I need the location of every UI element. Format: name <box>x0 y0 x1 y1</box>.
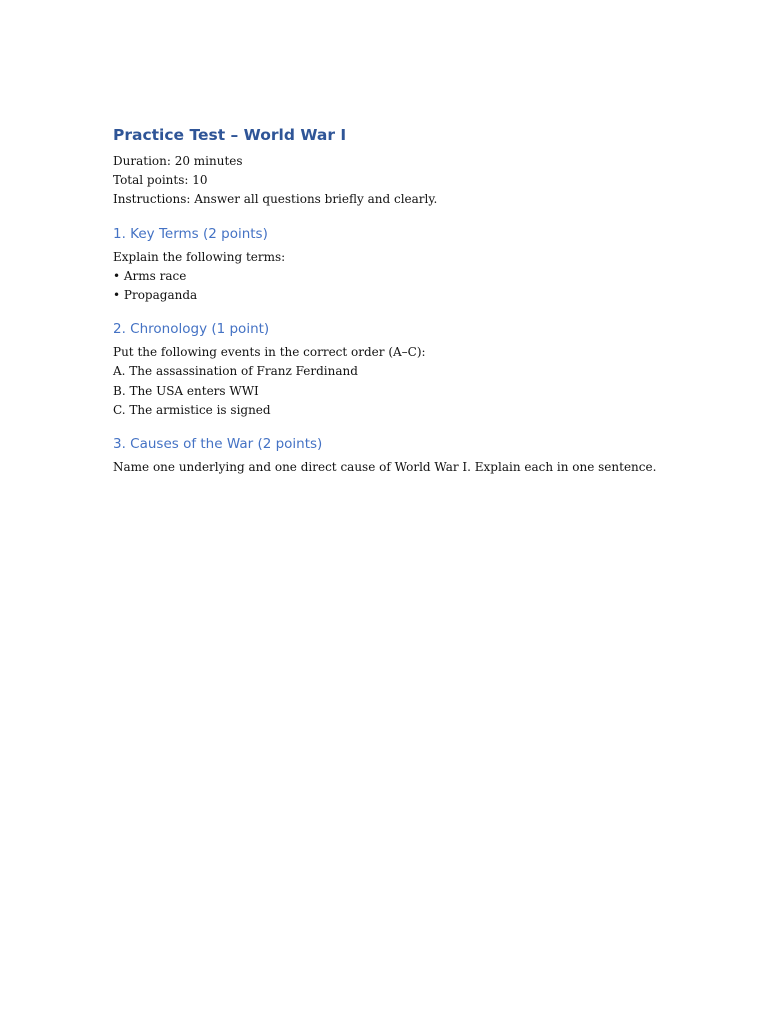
instructions-line: Instructions: Answer all questions briefly and clearly. <box>113 192 438 207</box>
total-points-line: Total points: 10 <box>113 173 208 188</box>
section-key-terms <box>113 224 708 306</box>
section-line: Explain the following terms: <box>113 249 286 264</box>
test-info <box>113 152 708 210</box>
list-item: • Propaganda <box>113 288 198 303</box>
list-item: B. The USA enters WWI <box>113 383 259 398</box>
duration-line: Duration: 20 minutes <box>113 154 243 168</box>
document-title: Practice Test – World War I <box>113 126 347 144</box>
section-heading: 1. Key Terms (2 points) <box>113 225 268 242</box>
section-line: Name one underlying and one direct cause of World War I. Explain each in one sentence. <box>113 460 657 475</box>
section-heading: 2. Chronology (1 point) <box>113 321 270 338</box>
section-line: Put the following events in the correct order (A–C): <box>113 345 426 360</box>
section-causes <box>113 434 708 477</box>
list-item: • Arms race <box>113 268 187 283</box>
section-chronology <box>113 319 708 420</box>
section-heading: 3. Causes of the War (2 points) <box>113 436 323 453</box>
list-item: C. The armistice is signed <box>113 402 271 417</box>
list-item: A. The assassination of Franz Ferdinand <box>113 364 358 379</box>
